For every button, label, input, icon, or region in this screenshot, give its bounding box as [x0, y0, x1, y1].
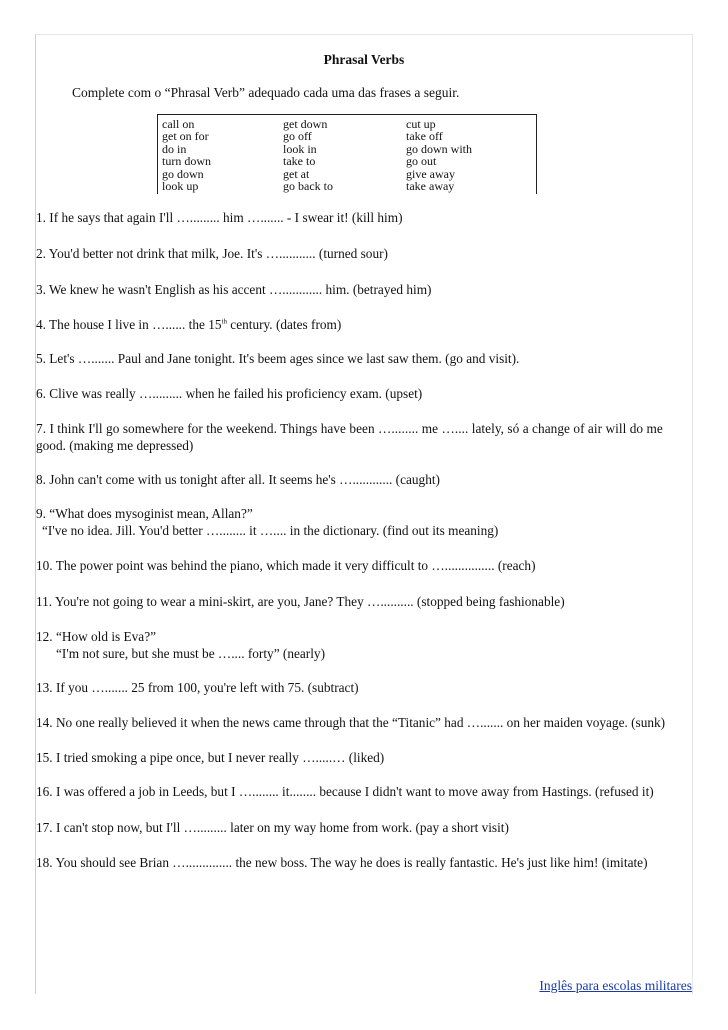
question-9	[36, 505, 692, 539]
verb-item: take off	[406, 129, 443, 144]
verb-item: go off	[283, 129, 312, 144]
footer-link[interactable]: Inglês para escolas militares	[539, 978, 692, 993]
verb-item: get at	[283, 166, 310, 181]
verb-item: take to	[283, 154, 316, 169]
verb-item: look up	[162, 179, 199, 194]
phrasal-verb-box	[157, 114, 537, 194]
question-7	[36, 420, 692, 454]
question-11: 11. You're not going to wear a mini-skirt, are you, Jane? They ….......... (stopped being fashionable)	[36, 594, 565, 609]
question-5: 5. Let's …....... Paul and Jane tonight. It's beem ages since we last saw them. (go and visit).	[36, 351, 520, 366]
verb-column-3	[406, 118, 472, 192]
question-17: 17. I can't stop now, but I'll …......... later on my way home from work. (pay a short visit)	[36, 820, 509, 835]
question-6: 6. Clive was really …......... when he failed his proficiency exam. (upset)	[36, 386, 423, 401]
question-4-text: 4. The house I live in …...... the 15	[36, 317, 222, 332]
verb-item: cut up	[406, 117, 436, 131]
question-4	[36, 316, 692, 333]
verb-item: call on	[162, 117, 195, 131]
question-18: 18. You should see Brian ….............. the new boss. The way he does is really fantastic. He's just like him! (imitate)	[36, 855, 648, 870]
question-4-superscript: th	[221, 317, 227, 326]
verb-item: take away	[406, 179, 455, 194]
question-12	[36, 628, 692, 662]
question-15: 15. I tried smoking a pipe once, but I never really ….....… (liked)	[36, 750, 385, 765]
verb-item: look in	[283, 141, 317, 156]
question-8: 8. John can't come with us tonight after all. It seems he's …............ (caught)	[36, 472, 440, 487]
question-12-line-1: 12. “How old is Eva?”	[36, 629, 157, 644]
instruction-text: Complete com o “Phrasal Verb” adequado cada uma das frases a seguir.	[72, 85, 460, 100]
verb-column-1	[162, 118, 211, 192]
question-13: 13. If you …....... 25 from 100, you're left with 75. (subtract)	[36, 680, 359, 695]
verb-item: go down	[162, 166, 204, 181]
question-16: 16. I was offered a job in Leeds, but I …........ it........ because I didn't want to move away from Hastings. (refused it)	[36, 784, 654, 799]
verb-item: get on for	[162, 129, 209, 144]
question-7-line-2: good. (making me depressed)	[36, 438, 194, 453]
question-10: 10. The power point was behind the piano, which made it very difficult to …............... (reach)	[36, 558, 536, 573]
verb-item: turn down	[162, 154, 211, 169]
question-9-line-2: “I've no idea. Jill. You'd better …........ it ….... in the dictionary. (find out its meaning)	[42, 523, 499, 538]
question-1: 1. If he says that again I'll …......... him …....... - I swear it! (kill him)	[36, 210, 403, 225]
question-12-line-2: “I'm not sure, but she must be ….... forty” (nearly)	[56, 646, 326, 661]
verb-column-2	[283, 118, 333, 192]
question-2: 2. You'd better not drink that milk, Joe. It's …........... (turned sour)	[36, 246, 388, 261]
question-3: 3. We knew he wasn't English as his accent …............ him. (betrayed him)	[36, 282, 432, 297]
verb-item: get down	[283, 117, 328, 131]
question-4-text-end: century. (dates from)	[226, 317, 342, 332]
question-14: 14. No one really believed it when the news came through that the “Titanic” had …....... on her maiden voyage. (sunk)	[36, 715, 666, 730]
question-7-line-1: 7. I think I'll go somewhere for the weekend. Things have been …........ me ….... lately, só a change of air will do me	[36, 421, 663, 436]
verb-item: go down with	[406, 141, 472, 156]
verb-item: go back to	[283, 179, 333, 194]
page-title: Phrasal Verbs	[323, 52, 405, 67]
verb-item: go out	[406, 154, 437, 169]
verb-item: do in	[162, 141, 187, 156]
verb-item: give away	[406, 166, 455, 181]
question-9-line-1: 9. “What does mysoginist mean, Allan?”	[36, 506, 253, 521]
